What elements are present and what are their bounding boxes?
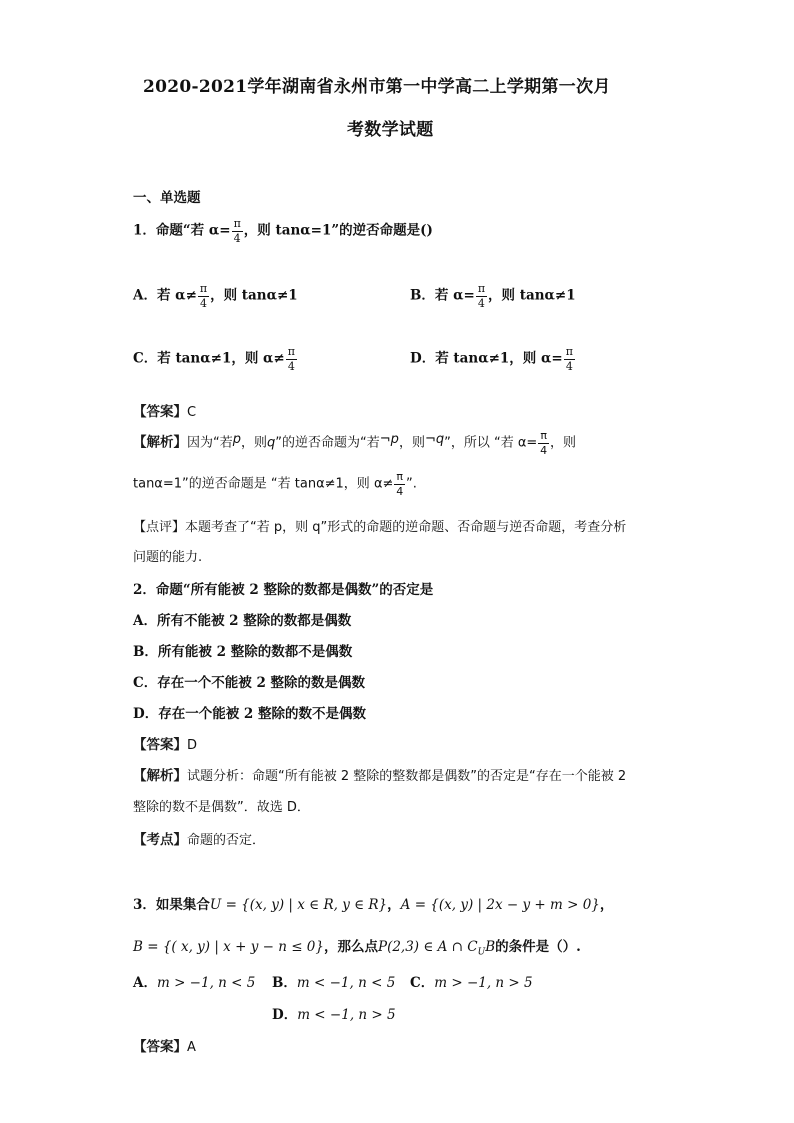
document-title-line2: 考数学试题	[347, 120, 434, 140]
comment-tag: 【点评】	[133, 520, 186, 535]
fraction-pi-over-4: $\frac{\pi}{4}$	[233, 217, 241, 245]
kaodian-tag: 【考点】	[133, 832, 187, 848]
q1-option-a: A．若 α≠ $\frac{\pi}{4}$ ，则 tanα≠1	[133, 282, 298, 310]
fraction-pi-over-4: $\frac{\pi}{4}$	[287, 345, 295, 373]
q1-stem-post: ，则 tanα=1”的逆否命题是()	[243, 222, 433, 239]
q3-option-d: D．m < −1, n > 5	[272, 1007, 396, 1023]
q3-stem-line1: 3．如果集合U = {(x, y) | x ∈ R, y ∈ R}，A = {(x, y) | 2x − y + m > 0}，	[133, 897, 614, 913]
q2-answer	[133, 733, 197, 753]
q3-option-a: A．m > −1, n < 5	[133, 975, 256, 991]
fraction-pi-over-4: $\frac{\pi}{4}$	[199, 282, 208, 310]
q2-option-a: A．所有不能被 2 整除的数都是偶数	[133, 613, 352, 629]
q1-option-b: B．若 α= $\frac{\pi}{4}$ ，则 tanα≠1	[410, 282, 576, 310]
fraction-pi-over-4: $\frac{\pi}{4}$	[565, 345, 573, 373]
q2-analysis-line1: 【解析】试题分析：命题“所有能被 2 整除的整数都是偶数”的否定是“存在一个能被 2	[133, 768, 627, 784]
q2-kaodian: 【考点】命题的否定．	[133, 832, 266, 848]
q2-analysis-line2: 整除的数不是偶数”．故选 D．	[133, 800, 310, 815]
answer-tag: 【答案】	[133, 404, 187, 420]
q3-option-c: C．m > −1, n > 5	[410, 975, 533, 991]
document-title-line1: 2020-2021学年湖南省永州市第一中学高二上学期第一次月	[143, 77, 611, 97]
q1-comment-line2: 问题的能力.	[133, 550, 203, 565]
q3-answer	[133, 1035, 196, 1055]
answer-tag: 【答案】	[133, 737, 187, 753]
answer-tag: 【答案】	[133, 1039, 187, 1055]
set-u-expression: U = {(x, y) | x ∈ R, y ∈ R}	[209, 897, 388, 913]
fraction-pi-over-4: $\frac{\pi}{4}$	[396, 470, 404, 498]
q2-option-d: D．存在一个能被 2 整除的数不是偶数	[133, 706, 366, 722]
fraction-pi-over-4: $\frac{\pi}{4}$	[540, 429, 548, 457]
answer-value: D	[187, 738, 198, 753]
analysis-tag: 【解析】	[133, 434, 187, 451]
q1-option-d: D．若 tanα≠1，则 α= $\frac{\pi}{4}$	[410, 345, 573, 373]
set-a-expression: A = {(x, y) | 2x − y + m > 0}	[400, 897, 600, 913]
q1-comment-line1: 【点评】本题考查了“若 p，则 q”形式的命题的逆命题、否命题与逆否命题，考查分析	[133, 520, 627, 535]
answer-value: C	[187, 405, 197, 420]
q1-stem-pre: 1．命题“若 α=	[133, 222, 231, 239]
analysis-tag: 【解析】	[133, 768, 187, 784]
q1-analysis-line2: tanα=1”的逆否命题是 “若 tanα≠1，则 α≠ $\frac{\pi}{4}$ ”.	[133, 470, 417, 498]
q2-option-b: B．所有能被 2 整除的数都不是偶数	[133, 644, 353, 660]
q1-answer	[133, 400, 196, 420]
q3-stem-line2: B = {( x, y) | x + y − n ≤ 0}，那么点P(2,3) ∈ A ∩ $C_UB$的条件是（）.	[133, 939, 581, 958]
q1-stem	[133, 218, 433, 244]
point-condition-expression: P(2,3) ∈ A ∩ $C_UB$	[377, 939, 496, 958]
answer-value: A	[187, 1040, 196, 1055]
q1-analysis-line1: 【解析】因为“若p，则q”的逆否命题为“若¬p，则¬q”，所以 “若 α= $\frac{\pi}{4}$ ，则	[133, 429, 576, 457]
q1-option-c: C．若 tanα≠1，则 α≠ $\frac{\pi}{4}$	[133, 345, 295, 373]
section-heading-single-choice: 一、单选题	[133, 190, 201, 206]
q2-option-c: C．存在一个不能被 2 整除的数是偶数	[133, 675, 366, 691]
fraction-pi-over-4: $\frac{\pi}{4}$	[477, 282, 486, 310]
q2-stem: 2．命题“所有能被 2 整除的数都是偶数”的否定是	[133, 582, 434, 598]
set-b-expression: B = {( x, y) | x + y − n ≤ 0}	[133, 939, 324, 955]
q3-option-b: B．m < −1, n < 5	[272, 975, 396, 991]
